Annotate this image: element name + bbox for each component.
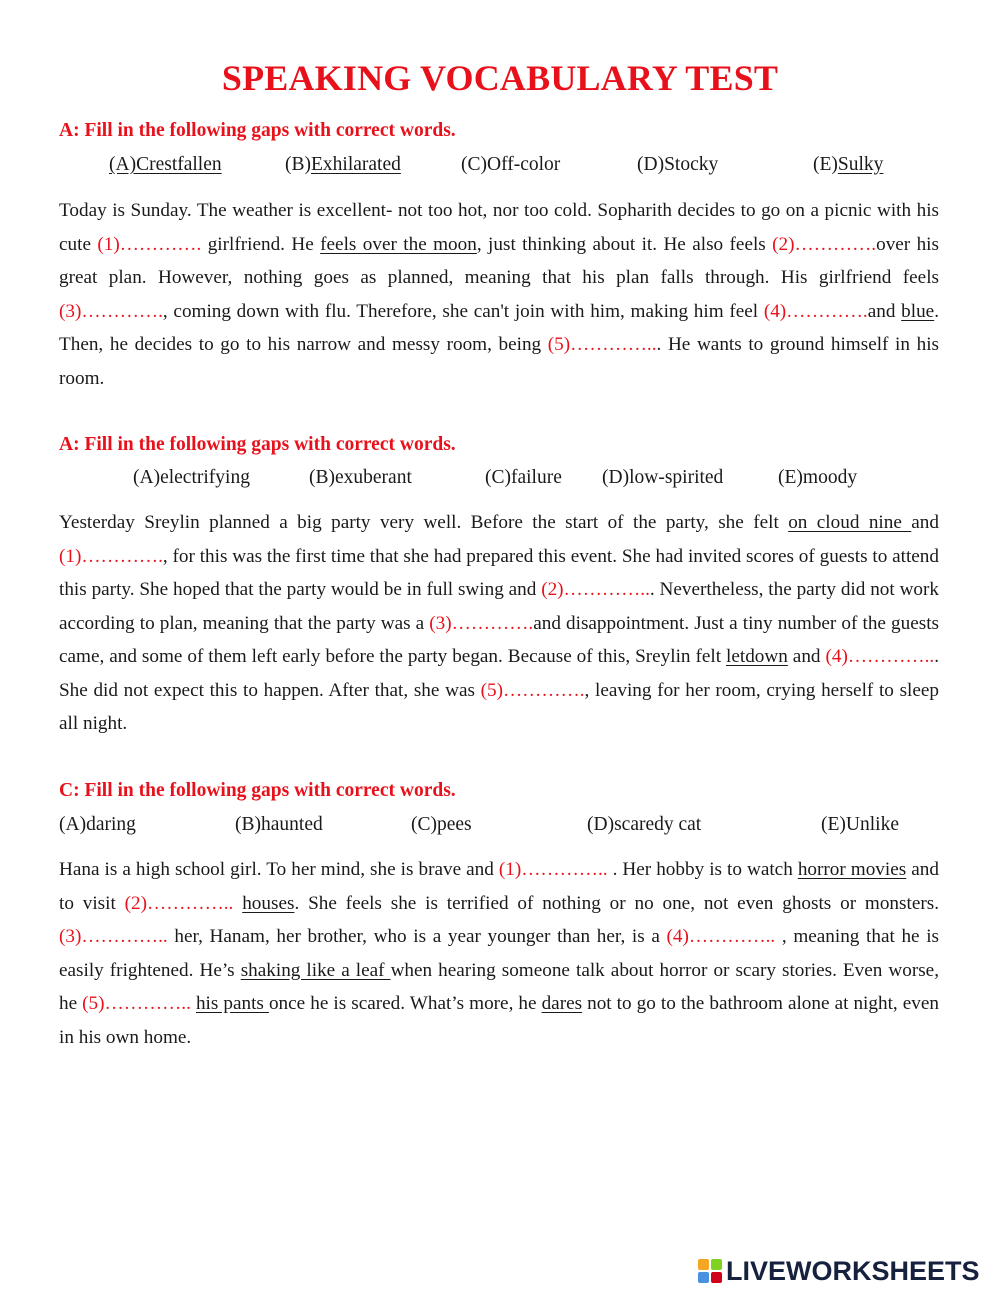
logo-block-i xyxy=(711,1259,722,1270)
section-3-option-c: (C)pees xyxy=(411,814,472,835)
page-title: SPEAKING VOCABULARY TEST xyxy=(221,58,779,98)
section-3-heading: C: Fill in the following gaps with correct words. xyxy=(59,780,456,801)
text-run: not to go to the bathroom alone at night, even in his own home. xyxy=(59,993,939,1048)
section-3-option-d: (D)scaredy cat xyxy=(587,814,702,835)
section-1-option-c: (C)Off-color xyxy=(461,154,561,175)
text-run: . Then, he decides to go to his narrow and messy room, being xyxy=(59,300,939,355)
text-run: , just thinking about it. He also feels xyxy=(476,233,773,255)
gap-4[interactable]: (4)………….. xyxy=(666,926,776,947)
gap-3[interactable]: (3)…………. xyxy=(429,612,534,634)
logo-block-e xyxy=(711,1272,722,1283)
gap-1[interactable]: (1)…………. xyxy=(59,545,163,567)
section-2-option-b: (B)exuberant xyxy=(309,467,412,488)
section-2-option-e: (E)moody xyxy=(778,467,858,488)
logo-block-l xyxy=(698,1259,709,1270)
section-2-option-a: (A)electrifying xyxy=(133,467,250,488)
text-run: . Nevertheless, the party did not work according to plan, meaning that the party was a xyxy=(59,579,939,634)
gap-2[interactable]: (2)………….. xyxy=(541,579,650,600)
section-1-option-d: (D)Stocky xyxy=(637,154,719,175)
text-run: , leaving for her room, crying herself to sleep all night. xyxy=(59,679,939,734)
underlined-phrase: blue xyxy=(901,300,935,322)
gap-2[interactable]: (2)………….. xyxy=(124,892,234,914)
underlined-phrase: his pants xyxy=(195,993,269,1014)
section-3-paragraph xyxy=(59,853,939,1054)
section-1-heading: A: Fill in the following gaps with correct words. xyxy=(59,120,456,141)
underlined-phrase: feels over the moon xyxy=(320,233,477,255)
brand-name: LIVEWORKSHEETS xyxy=(726,1255,980,1286)
section-2-paragraph xyxy=(59,506,939,741)
text-run: and disappointment. Just a tiny number of the guests came, and some of them left early before the party began. Because of this, Sreylin felt xyxy=(59,612,939,667)
gap-1[interactable]: (1)………….. xyxy=(498,859,608,880)
text-run: and xyxy=(867,300,902,322)
section-2-option-c: (C)failure xyxy=(485,467,562,488)
gap-5[interactable]: (5)………….. xyxy=(82,993,191,1014)
underlined-phrase: dares xyxy=(541,993,583,1014)
text-run: , coming down with flu. Therefore, she can't join with him, making him feel xyxy=(162,300,764,322)
section-1-option-e: (E)Sulky xyxy=(813,154,884,175)
text-run: and xyxy=(911,512,939,533)
logo-blocks-icon xyxy=(698,1259,722,1283)
underlined-phrase: horror movies xyxy=(797,859,907,880)
text-run: and to visit xyxy=(59,859,939,914)
gap-4[interactable]: (4)…………. xyxy=(763,300,868,322)
section-2-option-d: (D)low-spirited xyxy=(602,467,724,488)
gap-5[interactable]: (5)………….. xyxy=(547,334,657,355)
section-1-option-e-word: Sulky xyxy=(837,154,884,175)
text-run: girlfriend. He xyxy=(201,233,321,255)
liveworksheets-logo xyxy=(698,1254,980,1288)
gap-4[interactable]: (4)………….. xyxy=(825,646,935,667)
section-1-option-b: (B)Exhilarated xyxy=(285,154,401,175)
gap-3[interactable]: (3)…………. xyxy=(59,300,163,322)
text-run xyxy=(233,893,242,914)
logo-block-v xyxy=(698,1272,709,1283)
gap-3[interactable]: (3)………….. xyxy=(59,926,168,947)
text-run: Today is Sunday. The weather is excellent- not too hot, nor too cold. Sopharith decides to go on a picnic with his cute xyxy=(59,200,939,255)
text-run: her, Hanam, her brother, who is a year younger than her, is a xyxy=(167,926,667,947)
text-run: and xyxy=(787,646,826,667)
gap-1[interactable]: (1)…………. xyxy=(97,233,202,255)
text-run: . She did not expect this to happen. After that, she was xyxy=(59,646,939,701)
text-run: . He wants to ground himself in his room. xyxy=(59,334,940,389)
text-run: Yesterday Sreylin planned a big party very well. Before the start of the party, she felt xyxy=(59,512,789,533)
underlined-phrase: on cloud nine xyxy=(788,512,912,533)
text-run: Hana is a high school girl. To her mind, she is brave and xyxy=(59,859,499,880)
underlined-phrase: houses xyxy=(242,892,295,914)
gap-2[interactable]: (2)…………. xyxy=(772,233,877,255)
section-3-option-e: (E)Unlike xyxy=(821,814,899,835)
section-1-option-b-word: Exhilarated xyxy=(311,154,401,175)
section-1-paragraph xyxy=(59,194,939,395)
text-run: , meaning that he is easily frightened. He’s xyxy=(59,926,939,981)
text-run: once he is scared. What’s more, he xyxy=(268,993,542,1014)
section-3-option-a: (A)daring xyxy=(59,814,136,835)
text-run: . Her hobby is to watch xyxy=(607,859,798,880)
section-2-heading: A: Fill in the following gaps with correct words. xyxy=(59,434,456,455)
text-run: , for this was the first time that she had prepared this event. She had invited scores of guests to attend this party. She hoped that the party would be in full swing and xyxy=(59,545,939,600)
text-run: . She feels she is terrified of nothing or no one, not even ghosts or monsters. xyxy=(294,892,939,914)
underlined-phrase: shaking like a leaf xyxy=(240,959,391,981)
section-3-option-b: (B)haunted xyxy=(235,814,323,835)
text-run: over his great plan. However, nothing goes as planned, meaning that his plan falls through. His girlfriend feels xyxy=(59,233,939,288)
text-run: when hearing someone talk about horror or scary stories. Even worse, he xyxy=(59,959,939,1014)
section-1-option-a: (A)Crestfallen xyxy=(109,154,222,175)
gap-5[interactable]: (5)…………. xyxy=(480,679,585,701)
underlined-phrase: letdown xyxy=(726,646,788,667)
